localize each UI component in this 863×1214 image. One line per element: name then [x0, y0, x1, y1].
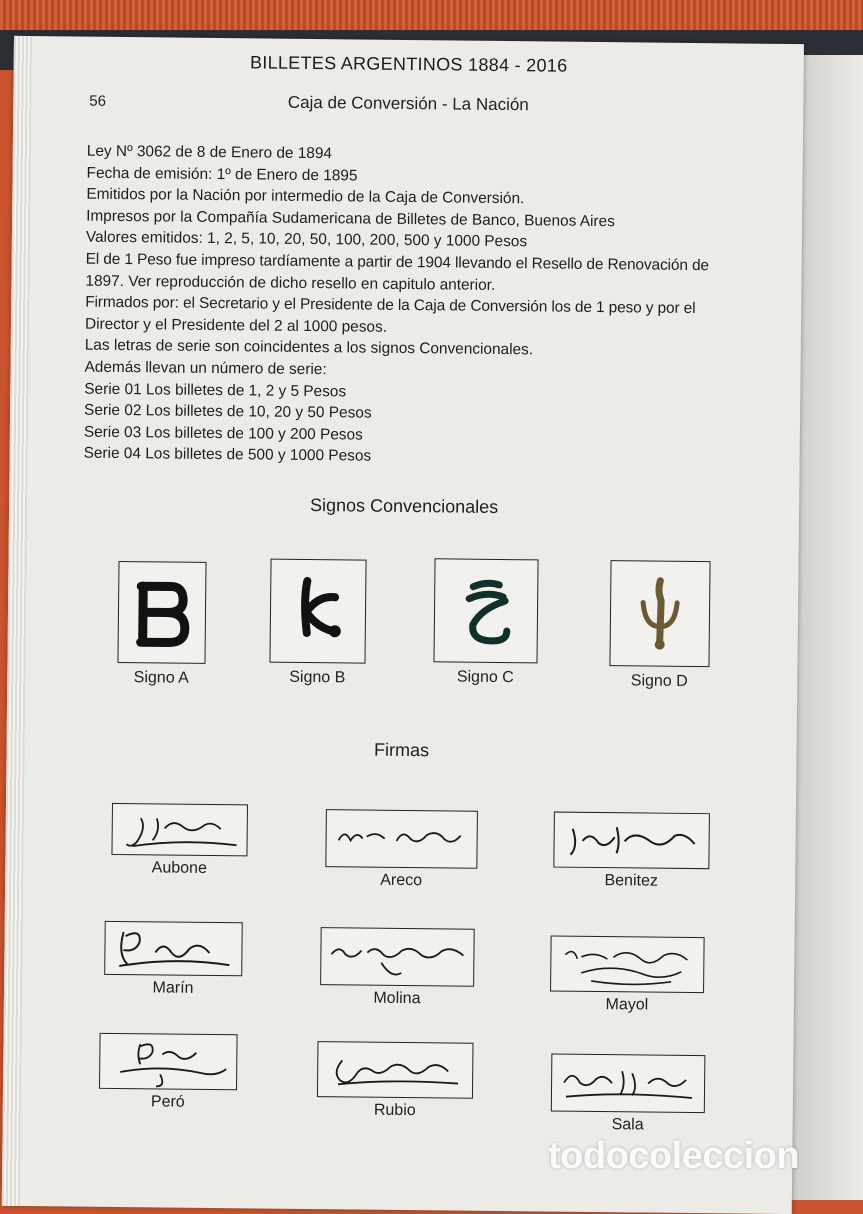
firma-label: Benitez: [604, 872, 658, 890]
body-line: Ley Nº 3062 de 8 de Enero de 1894: [86, 142, 333, 163]
signo-b-glyph-icon: [283, 571, 354, 652]
firma-molina: [320, 927, 475, 1009]
signature-icon: [100, 1034, 238, 1090]
body-line: Director y el Presidente del 2 al 1000 pesos.: [84, 315, 388, 336]
firma-areco: [325, 809, 478, 891]
body-line: Fecha de emisión: 1º de Enero de 1895: [86, 164, 358, 185]
firma-label: Areco: [380, 871, 423, 890]
signo-a-glyph-icon: [127, 572, 198, 653]
firma-aubone: [111, 803, 248, 878]
signature-icon: [552, 1055, 706, 1114]
firma-label: Marín: [152, 979, 194, 997]
firma-marin: [104, 921, 243, 998]
signature-icon: [105, 922, 243, 976]
firma-mayol: [550, 936, 705, 1016]
signo-b: [269, 559, 366, 688]
page-header-subtitle: Caja de Conversión - La Nación: [287, 92, 529, 115]
firma-sala: [551, 1054, 706, 1136]
body-line: Emitidos por la Nación por intermedio de la Caja de Conversión.: [86, 185, 525, 208]
signo-label: Signo B: [289, 668, 346, 687]
book-page: [2, 36, 804, 1214]
signo-label: Signo D: [630, 672, 688, 690]
body-line: Firmados por: el Secretario y el Presidente de la Caja de Conversión los de 1 peso y por el: [85, 293, 696, 318]
signos-title: Signos Convencionales: [309, 494, 499, 517]
firma-label: Mayol: [605, 996, 649, 1014]
body-text: [84, 141, 787, 472]
firma-rubio: [317, 1041, 474, 1121]
body-line: Serie 04 Los billetes de 500 y 1000 Pesos: [83, 444, 372, 465]
signo-label: Signo C: [456, 668, 514, 687]
watermark-logo: todocoleccion: [548, 1135, 800, 1177]
signature-icon: [554, 813, 710, 870]
signature-icon: [112, 804, 248, 856]
body-line: El de 1 Peso fue impreso tardíamente a partir de 1904 llevando el Resello de Renovación de: [85, 250, 710, 275]
signature-icon: [318, 1042, 474, 1099]
signo-label: Signo A: [133, 669, 189, 687]
signo-c-glyph-icon: [451, 570, 522, 651]
signature-icon: [551, 937, 705, 994]
body-line: Las letras de serie son coincidentes a los signos Convencionales.: [84, 336, 534, 359]
firma-label: Peró: [150, 1093, 185, 1111]
firma-label: Rubio: [373, 1101, 416, 1120]
signo-a: [117, 561, 206, 688]
signo-d-glyph-icon: [625, 570, 696, 657]
body-line: Serie 02 Los billetes de 10, 20 y 50 Pesos: [84, 401, 372, 422]
firma-label: Sala: [611, 1116, 644, 1134]
signature-icon: [321, 928, 475, 987]
page-header-title: BILLETES ARGENTINOS 1884 - 2016: [249, 52, 568, 76]
firma-benitez: [553, 812, 710, 892]
body-line: Impresos por la Compañía Sudamericana de Billetes de Banco, Buenos Aires: [86, 207, 615, 230]
signo-c: [433, 558, 538, 687]
signature-icon: [326, 810, 478, 869]
firma-pero: [99, 1033, 238, 1112]
page-edges: [2, 36, 32, 1206]
firmas-title: Firmas: [373, 739, 430, 761]
page-number: 56: [89, 92, 107, 110]
body-line: 1897. Ver reproducción de dicho resello en capitulo anterior.: [85, 272, 496, 294]
body-line: Además llevan un número de serie:: [84, 358, 327, 379]
body-line: Serie 01 Los billetes de 1, 2 y 5 Pesos: [84, 380, 347, 400]
body-line: Valores emitidos: 1, 2, 5, 10, 20, 50, 100, 200, 500 y 1000 Pesos: [85, 229, 528, 251]
body-line: Serie 03 Los billetes de 100 y 200 Pesos: [83, 423, 363, 444]
firma-label: Aubone: [151, 859, 207, 877]
signo-d: [609, 560, 710, 691]
firma-label: Molina: [373, 989, 421, 1008]
